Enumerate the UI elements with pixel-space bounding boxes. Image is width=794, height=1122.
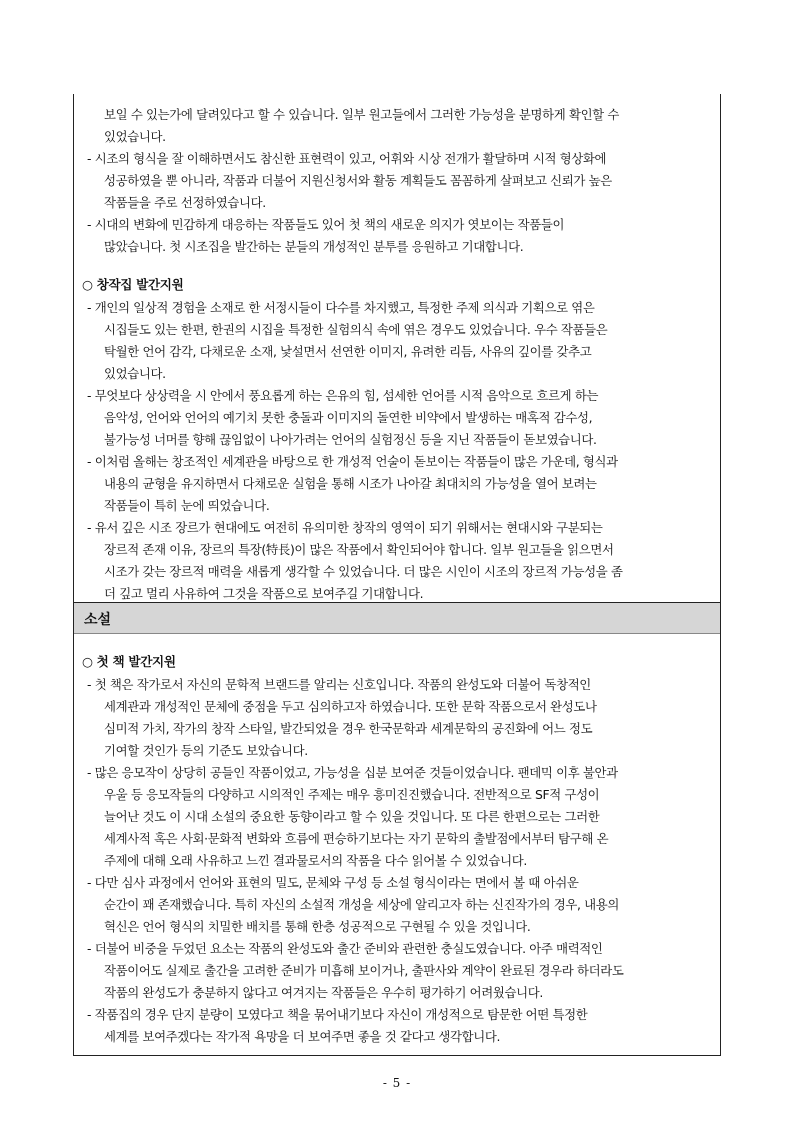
section-header-novel	[74, 602, 720, 634]
text-line: 내용의 균형을 유지하면서 다채로운 실험을 통해 시조가 나아갈 최대치의 가능성을 열어 보려는	[104, 476, 597, 491]
text-line: 있었습니다.	[104, 366, 166, 381]
text-line: 있었습니다.	[104, 129, 166, 144]
content-frame	[73, 94, 721, 1056]
first-book-heading: ○ 첫 책 발간지원	[82, 654, 176, 669]
text-line: - 첫 책은 작가로서 자신의 문학적 브랜드를 알리는 신호입니다. 작품의 완성도와 더불어 독창적인	[87, 677, 591, 692]
section-title: 소설	[84, 612, 112, 628]
text-line: 시집들도 있는 한편, 한권의 시집을 특정한 실험의식 속에 엮은 경우도 있었습니다. 우수 작품들은	[104, 322, 608, 337]
text-line: 장르적 존재 이유, 장르의 특장(特長)이 많은 작품에서 확인되어야 합니다. 일부 원고들을 읽으면서	[104, 542, 614, 557]
text-line: 세계관과 개성적인 문체에 중점을 두고 심의하고자 하였습니다. 또한 문학 작품으로서 완성도나	[104, 699, 597, 714]
text-line: 작품의 완성도가 충분하지 않다고 여겨지는 작품들은 우수히 평가하기 어려웠습니다.	[104, 985, 543, 1000]
text-line: 시조가 갖는 장르적 매력을 새롭게 생각할 수 있었습니다. 더 많은 시인이 시조의 장르적 가능성을 좀	[104, 564, 623, 579]
text-line: 혁신은 언어 형식의 치밀한 배치를 통해 한층 성공적으로 구현될 수 있을 것입니다.	[104, 919, 531, 934]
text-line: 성공하였을 뿐 아니라, 작품과 더불어 지원신청서와 활동 계획들도 꼼꼼하게 살펴보고 신뢰가 높은	[104, 173, 612, 188]
text-line: 주제에 대해 오래 사유하고 느낀 결과물로서의 작품을 다수 읽어볼 수 있었습니다.	[104, 853, 527, 868]
text-line: - 유서 깊은 시조 장르가 현대에도 여전히 유의미한 창작의 영역이 되기 위해서는 현대시와 구분되는	[87, 520, 603, 535]
text-line: 세계를 보여주겠다는 작가적 욕망을 더 보여주면 좋을 것 같다고 생각합니다.	[104, 1029, 501, 1044]
text-line: 작품이어도 실제로 출간을 고려한 준비가 미흡해 보이거나, 출판사와 계약이 완료된 경우라 하더라도	[104, 963, 624, 978]
text-line: 세계사적 혹은 사회·문화적 변화와 흐름에 편승하기보다는 자기 문학의 출발점에서부터 탐구해 온	[104, 831, 609, 846]
text-line: 심미적 가치, 작가의 창작 스타일, 발간되었을 경우 한국문학과 세계문학의 공진화에 어느 정도	[104, 721, 593, 736]
collection-heading: ○ 창작집 발간지원	[82, 277, 184, 292]
text-line: 많았습니다. 첫 시조집을 발간하는 분들의 개성적인 분투를 응원하고 기대합니다.	[104, 239, 524, 254]
text-line: 작품들이 특히 눈에 띄었습니다.	[104, 498, 270, 513]
text-line: - 많은 응모작이 상당히 공들인 작품이었고, 가능성을 십분 보여준 것들이었습니다. 팬데믹 이후 불안과	[87, 765, 618, 780]
text-line: - 작품집의 경우 단지 분량이 모였다고 책을 묶어내기보다 자신이 개성적으로 탐문한 어떤 특정한	[87, 1007, 588, 1022]
text-line: - 무엇보다 상상력을 시 안에서 풍요롭게 하는 은유의 힘, 섬세한 언어를 시적 음악으로 흐르게 하는	[87, 388, 599, 403]
text-line: 음악성, 언어와 언어의 예기치 못한 충돌과 이미지의 돌연한 비약에서 발생하는 매혹적 감수성,	[104, 410, 593, 425]
text-line: 순간이 꽤 존재했습니다. 특히 자신의 소설적 개성을 세상에 알리고자 하는 신진작가의 경우, 내용의	[104, 897, 620, 912]
text-line: - 시대의 변화에 민감하게 대응하는 작품들도 있어 첫 책의 새로운 의지가 엿보이는 작품들이	[87, 217, 565, 232]
text-line: 기여할 것인가 등의 기준도 보았습니다.	[104, 743, 308, 758]
page-number: - 5 -	[382, 1076, 412, 1090]
text-line: 늘어난 것도 이 시대 소설의 중요한 동향이라고 할 수 있을 것입니다. 또 다른 한편으로는 그러한	[104, 809, 600, 824]
text-line: 보일 수 있는가에 달려있다고 할 수 있습니다. 일부 원고들에서 그러한 가능성을 분명하게 확인할 수	[104, 107, 620, 122]
text-line: 탁월한 언어 감각, 다채로운 소재, 낯설면서 선연한 이미지, 유려한 리듬, 사유의 깊이를 갖추고	[104, 344, 592, 359]
text-line: - 시조의 형식을 잘 이해하면서도 참신한 표현력이 있고, 어휘와 시상 전개가 활달하며 시적 형상화에	[87, 151, 607, 166]
text-line: - 더불어 비중을 두었던 요소는 작품의 완성도와 출간 준비와 관련한 충실도였습니다. 아주 매력적인	[87, 941, 603, 956]
text-line: 작품들을 주로 선정하였습니다.	[104, 195, 266, 210]
text-line: 더 깊고 멀리 사유하여 그것을 작품으로 보여주길 기대합니다.	[104, 586, 424, 601]
text-line: - 다만 심사 과정에서 언어와 표현의 밀도, 문체와 구성 등 소설 형식이라는 면에서 볼 때 아쉬운	[87, 875, 579, 890]
text-line: - 개인의 일상적 경험을 소재로 한 서정시들이 다수를 차지했고, 특정한 주제 의식과 기획으로 엮은	[87, 300, 595, 315]
text-line: 우울 등 응모작들의 다양하고 시의적인 주제는 매우 흥미진진했습니다. 전반적으로 SF적 구성이	[104, 787, 600, 802]
text-line: 불가능성 너머를 향해 끊임없이 나아가려는 언어의 실험정신 등을 지닌 작품들이 돋보였습니다.	[104, 432, 597, 447]
text-line: - 이처럼 올해는 창조적인 세계관을 바탕으로 한 개성적 언술이 돋보이는 작품들이 많은 가운데, 형식과	[87, 454, 618, 469]
